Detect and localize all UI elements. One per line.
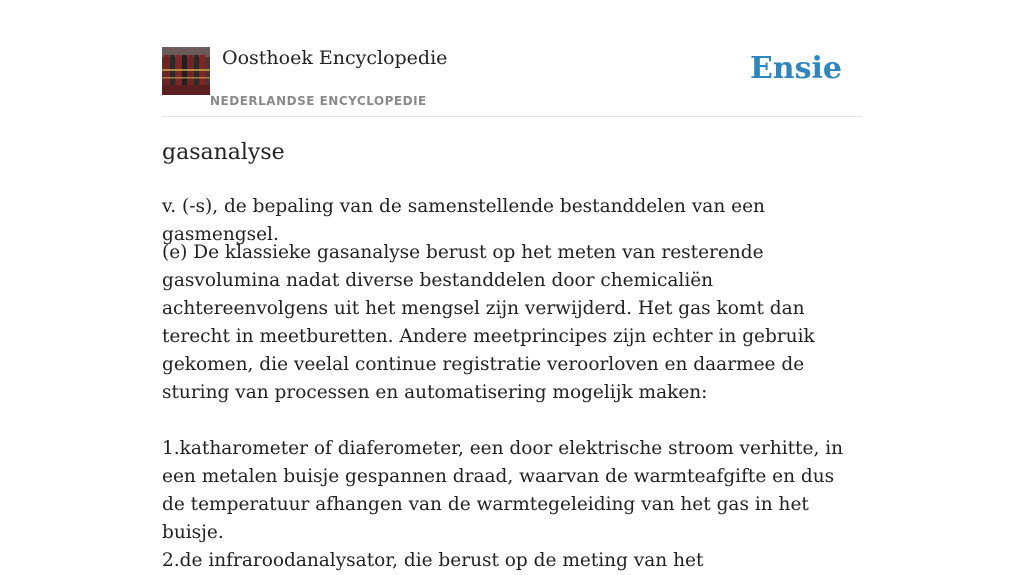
books-icon: [162, 47, 210, 95]
list-item: 1.katharometer of diaferometer, een door elektrische stroom verhitte, in een metalen buisje gespannen draad, waarvan de warmteafgifte en dus de temperatuur afhangen van de warmtegeleiding van het gas in het buisje.: [162, 438, 844, 543]
ensie-logo[interactable]: Ensie: [749, 51, 842, 86]
site-subtitle: NEDERLANDSE ENCYCLOPEDIE: [210, 94, 427, 108]
site-title[interactable]: Oosthoek Encyclopedie: [222, 47, 448, 69]
entry-list: [162, 435, 862, 575]
site-header: [162, 0, 862, 117]
page-container: [162, 0, 862, 571]
list-item: 2.de infraroodanalysator, die berust op de meting van het: [162, 550, 704, 571]
encyclopedia-books-avatar[interactable]: [162, 47, 210, 95]
entry-paragraph: (e) De klassieke gasanalyse berust op het meten van resterende gasvolumina nadat diverse bestanddelen door chemicaliën achtereenvolgens uit het mengsel zijn verwijderd. Het gas komt dan terecht in meetburetten. Andere meetprincipes zijn echter in gebruik gekomen, die veelal continue registratie veroorloven en daarmee de sturing van processen en automatisering mogelijk maken:: [162, 242, 815, 403]
entry-title: gasanalyse: [162, 140, 285, 165]
entry-body: [162, 239, 862, 575]
entry-definition: v. (-s), de bepaling van de samenstellende bestanddelen van een gasmengsel.: [162, 196, 765, 245]
